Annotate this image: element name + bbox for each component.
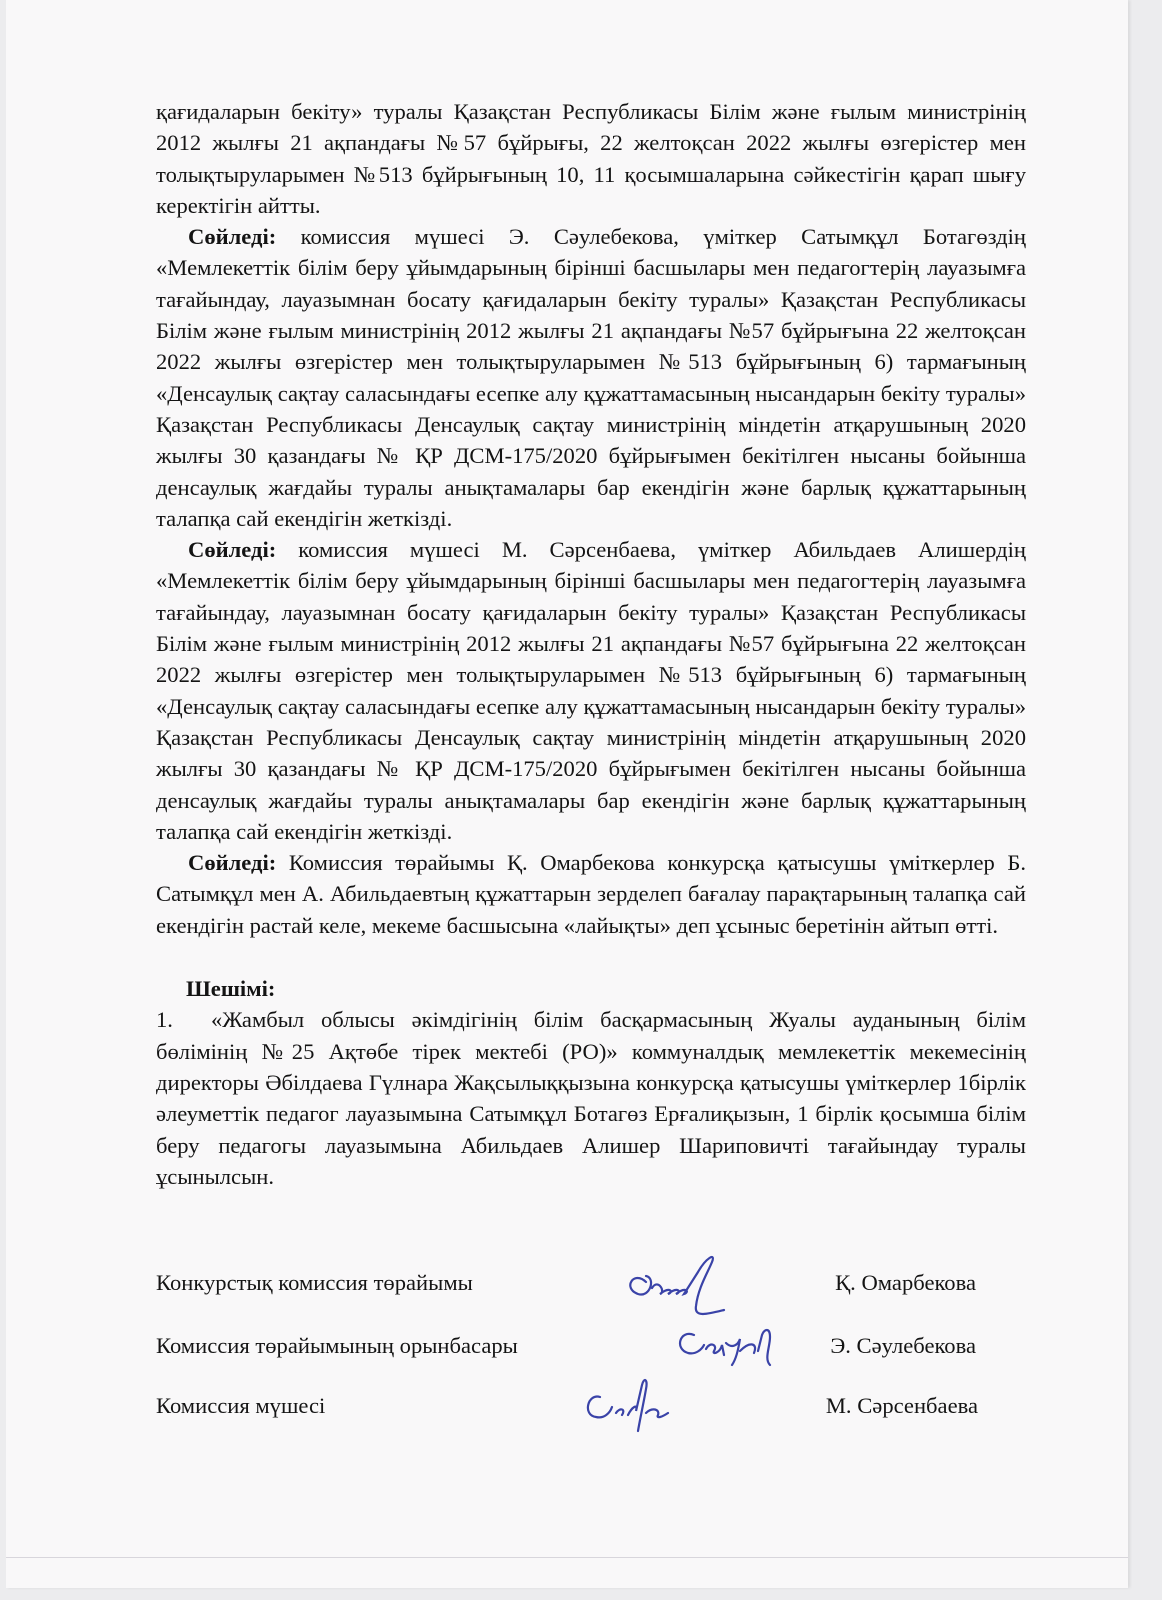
page-edge-divider <box>6 1557 1128 1558</box>
paragraph-speech-saulebekova <box>156 221 1026 534</box>
speaker-label: Сөйледі: <box>188 537 277 563</box>
paragraph-speech-sarsenbaeva <box>156 534 1026 847</box>
signature-name: Қ. Омарбекова <box>835 1270 976 1295</box>
speaker-label: Сөйледі: <box>188 224 277 250</box>
handwritten-signature-icon <box>576 1367 686 1437</box>
signature-name: Э. Сәулебекова <box>830 1333 976 1358</box>
document-page <box>6 0 1128 1588</box>
paragraph-speech-omarbekova <box>156 847 1026 941</box>
document-body <box>156 96 1026 1192</box>
signature-row-deputy <box>156 1333 986 1369</box>
decision-heading: Шешімі: <box>186 976 276 1002</box>
paragraph-text: комиссия мүшесі Э. Сәулебекова, үміткер Сатымқұл Ботагөздің «Мемлекеттік білім беру ұйымдарының бірінші басшылары мен педагогтерің лауазымға тағайындау, лауазымнан босату қағидаларын бекіту туралы» Қазақстан Республикасы Білім және ғылым министрінің 2012 жылғы 21 ақпандағы №57 бұйрығына 22 желтоқсан 2022 жылғы өзгерістер мен толықтыруларымен №513 бұйрығының 6) тармағының «Денсаулық сақтау саласындағы есепке алу құжаттамасының нысандарын бекіту туралы» Қазақстан Республикасы Денсаулық сақтау министрінің міндетін атқарушының 2020 жылғы 30 қазандағы № ҚР ДСМ-175/2020 бұйрығымен бекітілген нысаны бойынша денсаулық жағдайы туралы анықтамалары бар екендігін және барлық құжаттарының талапқа сай екендігін жеткізді. <box>156 224 1026 531</box>
signature-row-chair <box>156 1270 986 1306</box>
paragraph-intro <box>156 96 1026 221</box>
signature-role: Комиссия төрайымының орынбасары <box>156 1333 518 1358</box>
decision-item-number: 1. <box>156 1007 173 1033</box>
signature-role: Конкурстық комиссия төрайымы <box>156 1270 473 1295</box>
speaker-label: Сөйледі: <box>188 850 277 876</box>
decision-item <box>156 1004 1026 1192</box>
paragraph-text: қағидаларын бекіту» туралы Қазақстан Республикасы Білім және ғылым министрінің 2012 жылғы 21 ақпандағы №57 бұйрығы, 22 желтоқсан 2022 жылғы өзгерістер мен толықтыруларымен №513 бұйрығының 10, 11 қосымшаларына сәйкестігін қарап шығу керектігін айтты. <box>156 99 1026 218</box>
paragraph-text: комиссия мүшесі М. Сәрсенбаева, үміткер Абильдаев Алишердің «Мемлекеттік білім беру ұйымдарының бірінші басшылары мен педагогтерің лауазымға тағайындау, лауазымнан босату қағидаларын бекіту туралы» Қазақстан Республикасы Білім және ғылым министрінің 2012 жылғы 21 ақпандағы №57 бұйрығына 22 желтоқсан 2022 жылғы өзгерістер мен толықтыруларымен №513 бұйрығының 6) тармағының «Денсаулық сақтау саласындағы есепке алу құжаттамасының нысандарын бекіту туралы» Қазақстан Республикасы Денсаулық сақтау министрінің міндетін атқарушының 2020 жылғы 30 қазандағы № ҚР ДСМ-175/2020 бұйрығымен бекітілген нысаны бойынша денсаулық жағдайы туралы анықтамалары бар екендігін және барлық құжаттарының талапқа сай екендігін жеткізді. <box>156 537 1026 844</box>
signature-name: М. Сәрсенбаева <box>825 1393 978 1418</box>
paragraph-text: Комиссия төрайымы Қ. Омарбекова конкурсқа қатысушы үміткерлер Б. Сатымқұл мен А. Абильдаевтың құжаттарын зерделеп бағалау парақтарының талапқа сай екендігін растай келе, мекеме басшысына «лайықты» деп ұсыныс беретінін айтып өтті. <box>156 850 1026 938</box>
handwritten-signature-icon <box>666 1315 786 1375</box>
signature-role: Комиссия мүшесі <box>156 1393 326 1418</box>
decision-item-text: «Жамбыл облысы әкімдігінің білім басқармасының Жуалы ауданының білім бөлімінің №25 Ақтөбе тірек мектебі (РО)» коммуналдық мемлекеттік мекемесінің директоры Әбілдаева Гүлнара Жақсылыққызына конкурсқа қатысушы үміткерлер 1бірлік әлеуметтік педагог лауазымына Сатымқұл Ботагөз Ерғалиқызын, 1 бірлік қосымша білім беру педагогы лауазымына Абильдаев Алишер Шариповичті тағайындау туралы ұсынылсын. <box>156 1007 1026 1189</box>
signature-row-member <box>156 1393 986 1429</box>
spacer <box>156 941 1026 973</box>
